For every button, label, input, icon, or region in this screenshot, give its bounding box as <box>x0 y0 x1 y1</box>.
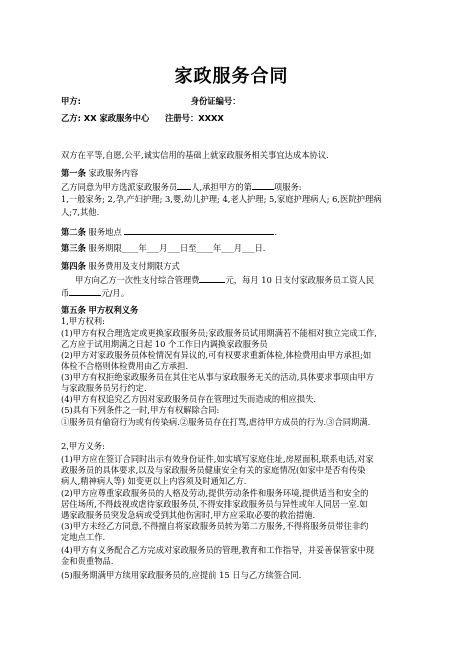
article-4-text-c: 币 <box>61 288 70 298</box>
article-1-text-a: 乙方同意为甲方选派家政服务员 <box>61 182 178 192</box>
article-3-number: 第三条 <box>61 243 86 253</box>
duties-line: 居住场所,不得歧视或虐待家政服务员,不得安排家政服务员与异性或年人同居一室.如 <box>61 499 368 509</box>
duties-line: 政服务员的具体要求,以及与家政服务员健康安全有关的家庭情况(如家中是否有传染 <box>61 465 366 475</box>
article-3-text: 服务期限____年___月___日至____年___月___日. <box>88 243 266 253</box>
duties-line: 金和贵重物品. <box>61 556 114 566</box>
duties-line: (1)甲方应在签订合同时出示有效身份证件,如实填写家庭住址,房屋面积,联系电话,对家 <box>61 454 374 464</box>
article-1-line-2: 1,一般家务; 2,孕,产妇护理; 3,婴,幼儿护理; 4,老人护理; 5,家庭护理病人; 6,医院护理病 <box>61 194 382 204</box>
article-5-heading <box>61 305 138 316</box>
blank-management-fee <box>199 274 225 283</box>
rights-line: 与家政服务员另行约定. <box>61 383 147 393</box>
blank-service-item <box>252 181 274 190</box>
contract-title: 家政服务合同 <box>174 66 289 87</box>
article-1-line-1 <box>61 181 302 193</box>
article-4-text-a: 甲方向乙方一次性支付综合管理费 <box>75 275 200 285</box>
article-4-text-b: 元，每月 10 日支付家政服务员工资人民 <box>225 275 375 285</box>
party-a-row <box>61 96 241 107</box>
article-1-line-3: 人;7,其他. <box>61 207 100 217</box>
blank-monthly-wage <box>69 287 101 296</box>
rights-line: ①服务员有偷窃行为或有传染病.②服务员存在打骂,虐待甲方成员的行为.③合同期满. <box>61 417 371 427</box>
duties-line: (4)甲方有义务配合乙方完成对家政服务员的管理,教育和工作指导，并妥善保管家中现 <box>61 545 375 555</box>
article-5-number: 第五条 <box>61 305 86 315</box>
rights-line: 乙方应于试用期满之日起 10 个工作日内调换家政服务员 <box>61 339 268 349</box>
rights-line: (4)甲方有权追究乙方因对家政服务员存在管理过失而造成的相应损失. <box>61 394 317 404</box>
article-3-row <box>61 243 265 254</box>
rights-line: 体检不合格则体检费用由乙方承担. <box>61 361 189 371</box>
rights-line: (3)甲方有权拒绝家政服务员在其住宅从事与家政服务无关的活动,具体要求事项由甲方 <box>61 372 375 382</box>
duties-line: 定地点工作. <box>61 532 106 542</box>
rights-heading: 1,甲方权利: <box>61 316 105 326</box>
party-b-row <box>61 113 224 124</box>
rights-line: (1)甲方有权合理选定或更换家政服务员;家政服务员试用期满若不能相对独立完成工作, <box>61 328 377 338</box>
duties-line: (5)服务期满甲方续用家政服务员的,应提前 15 日与乙方续签合同. <box>61 570 302 580</box>
party-b-label: 乙方: XX 家政服务中心 <box>61 113 150 123</box>
article-2-row: 第二条 服务地点 . <box>61 227 278 237</box>
article-2-text: 服务地点 <box>88 227 122 237</box>
party-a-id-label: 身份证编号： <box>190 96 241 106</box>
article-1-text-b: 人,承担甲方的第 <box>191 182 252 192</box>
article-4-line-1 <box>75 274 374 286</box>
article-2-number: 第二条 <box>61 227 86 237</box>
rights-line: (5)具有下列条件之一时,甲方有权解除合同: <box>61 405 220 415</box>
blank-service-location <box>124 226 274 235</box>
blank-person-count <box>177 181 191 190</box>
party-a-label: 甲方: <box>61 96 81 106</box>
duties-line: 病人,精神病人等) 如变更以上内容须及时通知乙方. <box>61 476 247 486</box>
article-1-text-c: 项服务: <box>273 182 302 192</box>
party-b-reg-label: 注册号：XXXX <box>165 113 224 123</box>
article-4-title: 服务费用及支付期限方式 <box>88 261 180 271</box>
duties-line: 遇家政服务员突发急病或受到其他伤害时,甲方应采取必要的救治措施. <box>61 510 316 520</box>
article-4-line-2 <box>61 287 129 299</box>
article-4-text-d: 元/月。 <box>101 288 129 298</box>
article-4-heading <box>61 261 180 272</box>
article-1-number: 第一条 <box>61 168 86 178</box>
article-1-title: 家政服务内容 <box>88 168 139 178</box>
duties-line: (3)甲方未经乙方同意,不得擅自将家政服务员转为第二方服务,不得将服务员带往非约 <box>61 521 369 531</box>
duties-heading: 2,甲方义务: <box>61 441 105 451</box>
article-1-heading <box>61 168 138 179</box>
duties-line: (2)甲方应尊重家政服务员的人格及劳动,提供劳动条件和服务环境,提供适当和安全的 <box>61 488 369 498</box>
article-5-title: 甲方权利义务 <box>88 305 139 315</box>
intro-text: 双方在平等,自愿,公平,诚实信用的基础上就家政服务相关事宜达成本协议. <box>61 150 329 160</box>
rights-line: (2)甲方对家政服务员体检情况有异议的,可有权要求重新体检,体检费用由甲方承担;如 <box>61 350 372 360</box>
article-4-number: 第四条 <box>61 261 86 271</box>
